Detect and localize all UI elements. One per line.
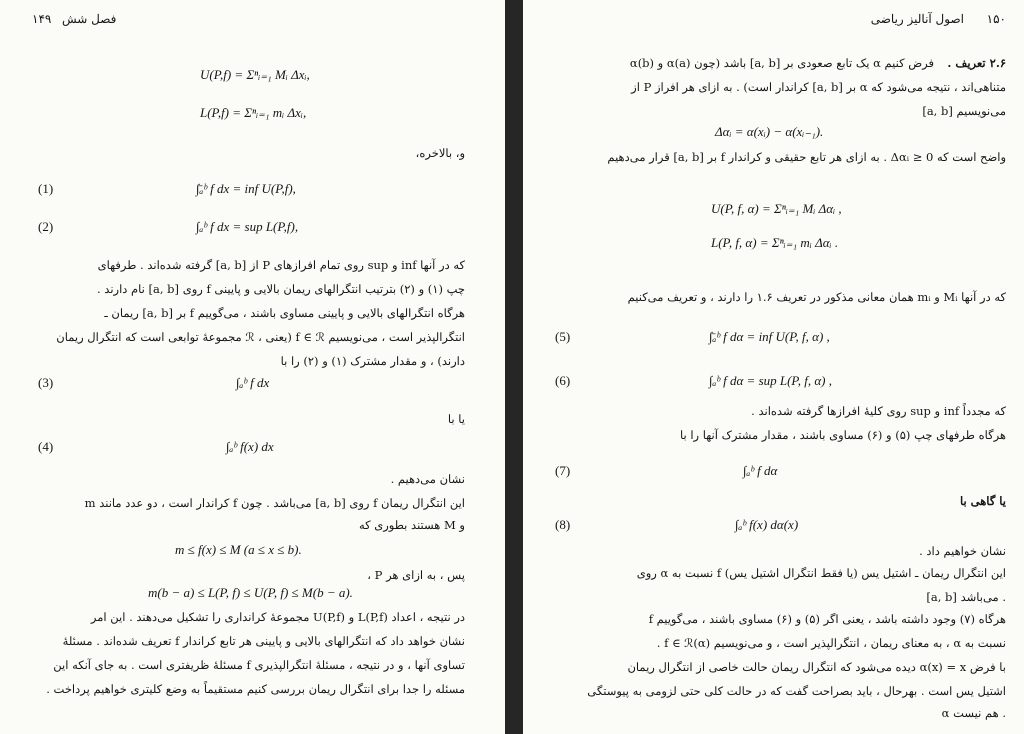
paragraph-line: متناهی‌اند ، نتیجه می‌شود که α بر [a, b] کراندار است) . به ازای هر افراز P از [631, 80, 1006, 94]
inequality-bounds: m ≤ f(x) ≤ M (a ≤ x ≤ b). [175, 542, 302, 557]
right-page [523, 0, 1024, 734]
book-gutter [505, 0, 523, 734]
equation-label: (6) [555, 373, 571, 388]
paragraph-line: دارند) ، و مقدار مشترک (۱) و (۲) را با [280, 354, 465, 368]
paragraph-line: نسبت به α ، به معنای ریمان ، انتگرالپذیر است ، و می‌نویسیم f ∈ ℛ(α) . [656, 636, 1006, 650]
paragraph-line: واضح است که Δαᵢ ≥ 0 . به ازای هر تابع حقیقی و کراندار f بر [a, b] قرار می‌دهیم [607, 150, 1006, 164]
paragraph-line: که در آنها inf و sup روی تمام افرازهای P از [a, b] گرفته شده‌اند . طرفهای [97, 258, 465, 272]
paragraph-line: این انتگرال ریمان ـ اشتیل یس (یا فقط انتگرال اشتیل یس) f نسبت به α روی [636, 566, 1006, 580]
equation-integral: ∫ₐᵇ f dα [743, 463, 778, 478]
equation-lower-sum: L(P,f) = Σⁿᵢ₌₁ mᵢ Δxᵢ, [200, 105, 307, 120]
paragraph-line: فرض کنیم α یک تابع صعودی بر [a, b] باشد (چون α(a) و α(b) [629, 56, 934, 70]
paragraph-line: نشان خواهیم داد . [919, 544, 1006, 558]
equation-label: (4) [38, 439, 54, 454]
equation-label: (7) [555, 463, 571, 478]
text-for-every-p: پس ، به ازای هر P ، [367, 568, 465, 582]
paragraph-line: که در آنها Mᵢ و mᵢ همان معانی مذکور در تعریف ۱.۶ را دارند ، و تعریف می‌کنیم [627, 290, 1006, 304]
paragraph-line: این انتگرال ریمان f روی [a, b] می‌باشد . چون f کراندار است ، دو عدد مانند m [84, 496, 465, 510]
definition-title: ۲.۶ تعریف . [947, 56, 1006, 70]
paragraph-line: با فرض α(x) = x دیده می‌شود که انتگرال ریمان حالت خاصی از انتگرال ریمان [627, 660, 1006, 674]
equation-lower-integral: ∫ₐᵇ f dx = sup L(P,f), [196, 219, 299, 234]
equation-label: (5) [555, 329, 571, 344]
equation-upper-integral: ∫̄ₐᵇ f dx = inf U(P,f), [196, 181, 296, 196]
paragraph-line: اشتیل یس است . بهرحال ، باید بصراحت گفت که در حالت کلی حتی لزومی به پیوستگی [587, 684, 1006, 698]
equation-lower-sum: L(P, f, α) = Σⁿᵢ₌₁ mᵢ Δαᵢ . [711, 235, 839, 250]
equation-label: (3) [38, 375, 54, 390]
paragraph-line: [a, b] می‌نویسیم [922, 104, 1006, 118]
book-title-header: اصول آنالیز ریاضی [870, 12, 964, 26]
paragraph-line: نشان می‌دهیم . [390, 472, 465, 486]
paragraph-line: هرگاه انتگرالهای بالایی و پایینی مساوی باشند ، می‌گوییم f بر [a, b] ریمان ـ [104, 306, 465, 320]
paragraph-line: مسئله را جدا برای انتگرال ریمان بررسی کنیم مستقیماً به وضع کلیتری خواهیم پرداخت . [46, 682, 465, 696]
paragraph-line: هرگاه طرفهای چپ (۵) و (۶) مساوی باشند ، مقدار مشترک آنها را با [679, 428, 1006, 442]
paragraph-line: چپ (۱) و (۲) بترتیب انتگرالهای ریمان بالایی و پایینی f روی [a, b] نام دارند . [96, 282, 465, 296]
equation-upper-integral: ∫̄ₐᵇ f dα = inf U(P, f, α) , [709, 329, 830, 344]
paragraph-line: تساوی آنها ، و در نتیجه ، مسئلهٔ انتگرالپذیری f مسئلهٔ ظریفتری است . به جای آنکه این [53, 658, 465, 672]
paragraph-line: که مجدداً inf و sup روی کلیهٔ افرازها گرفته شده‌اند . [751, 404, 1006, 418]
equation-integral: ∫ₐᵇ f dx [236, 375, 270, 390]
equation-integral-alpha: ∫ₐᵇ f(x) dα(x) [735, 517, 799, 532]
equation-upper-sum: U(P, f, α) = Σⁿᵢ₌₁ Mᵢ Δαᵢ , [711, 201, 842, 216]
inequality-sums: m(b − a) ≤ L(P, f) ≤ U(P, f) ≤ M(b − a). [148, 585, 353, 600]
paragraph-line: α هم نیست . [941, 706, 1006, 720]
paragraph-line: انتگرالپذیر است ، می‌نویسیم f ∈ ℛ (یعنی ، ℛ مجموعهٔ توابعی است که انتگرال ریمان [56, 330, 465, 344]
equation-label: (2) [38, 219, 54, 234]
equation-integral-fx: ∫ₐᵇ f(x) dx [226, 439, 274, 454]
page-number: ۱۴۹ [32, 12, 52, 26]
paragraph-line: نشان خواهد داد که انتگرالهای بالایی و پایینی هر تابع کراندار f تعریف شده‌اند . مسئلهٔ [62, 634, 465, 648]
left-page [0, 0, 505, 734]
chapter-header: فصل شش [62, 12, 117, 26]
paragraph-line: [a, b] می‌باشد . [926, 590, 1006, 604]
paragraph-line: هرگاه (۷) وجود داشته باشد ، یعنی اگر (۵) و (۶) مساوی باشند ، می‌گوییم f [648, 612, 1006, 626]
text-finally: و، بالاخره، [415, 146, 465, 160]
text-sometimes: یا گاهی با [959, 494, 1006, 508]
paragraph-line: در نتیجه ، اعداد L(P,f) و U(P,f) مجموعهٔ کرانداری را تشکیل می‌دهند . این امر [90, 610, 465, 624]
page-number: ۱۵۰ [986, 12, 1006, 26]
equation-upper-sum: U(P,f) = Σⁿᵢ₌₁ Mᵢ Δxᵢ, [200, 67, 310, 82]
equation-label: (1) [38, 181, 54, 196]
paragraph-line: و M هستند بطوری که [358, 518, 465, 532]
text-or-with: یا با [447, 412, 465, 426]
equation-lower-integral: ∫ₐᵇ f dα = sup L(P, f, α) , [709, 373, 832, 388]
equation-label: (8) [555, 517, 571, 532]
equation-delta-alpha: Δαᵢ = α(xᵢ) − α(xᵢ₋₁). [715, 124, 824, 139]
